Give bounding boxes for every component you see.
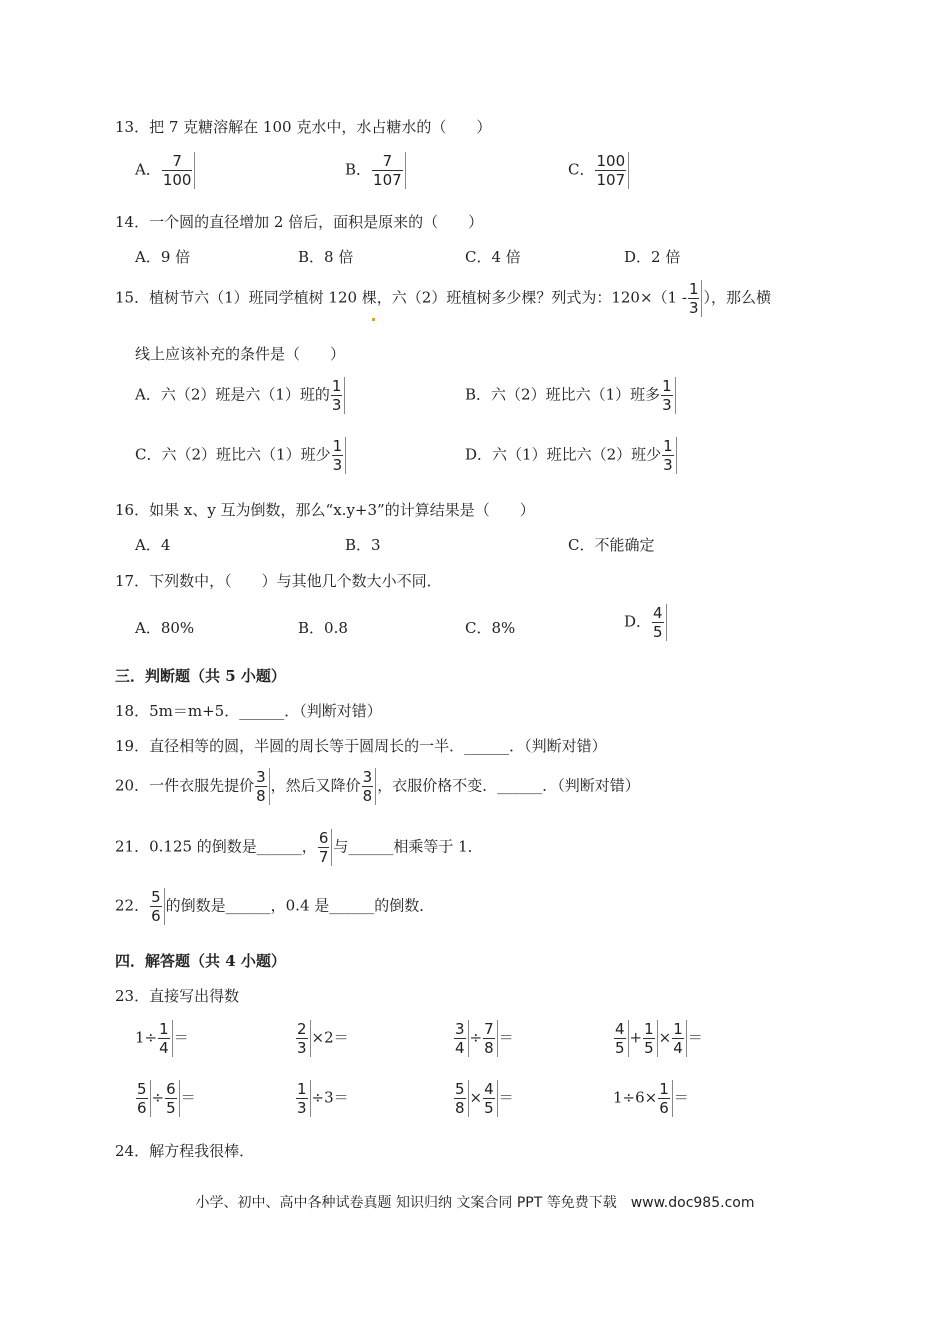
fraction: $\frac{4}{5}$ bbox=[614, 1020, 629, 1057]
fraction: $\frac{6}{5}$ bbox=[165, 1080, 180, 1117]
calc-r1c3: $\frac{3}{4}$ ÷ $\frac{7}{8}$ ＝ bbox=[455, 1020, 514, 1057]
question-19: 19．直径相等的圆，半圆的周长等于圆周长的一半．______．（判断对错） bbox=[115, 737, 607, 755]
fraction: $\frac{4}{5}$ bbox=[483, 1080, 498, 1117]
calc-r2c2: $\frac{1}{3}$ ÷3＝ bbox=[297, 1080, 349, 1117]
question-17-option-d: D． $\frac{4}{5}$ bbox=[624, 604, 668, 641]
fraction: $\frac{1}{4}$ bbox=[672, 1020, 687, 1057]
fraction: $\frac{1}{3}$ bbox=[331, 377, 346, 414]
question-14-option-b: B．8 倍 bbox=[298, 248, 354, 266]
question-24-stem: 24．解方程我很棒． bbox=[115, 1142, 255, 1160]
fraction: $\frac{4}{5}$ bbox=[652, 604, 667, 641]
question-13-option-a bbox=[135, 152, 196, 189]
fraction: $\frac{1}{6}$ bbox=[658, 1080, 673, 1117]
fraction: $\frac{3}{4}$ bbox=[454, 1020, 469, 1057]
question-17-stem: 17．下列数中，（ ）与其他几个数大小不同． bbox=[115, 572, 442, 590]
question-16-option-b: B．3 bbox=[345, 536, 381, 554]
fraction: $\frac{7}{100}$ bbox=[162, 152, 196, 189]
fraction: $\frac{7}{107}$ bbox=[372, 152, 406, 189]
question-13-option-b bbox=[345, 152, 407, 189]
section-4-heading: 四．解答题（共 4 小题） bbox=[115, 952, 286, 970]
calc-r1c2: $\frac{2}{3}$ ×2＝ bbox=[297, 1020, 349, 1057]
calc-r1c4: $\frac{4}{5}$ + $\frac{1}{5}$ × $\frac{1}{4}$ ＝ bbox=[615, 1020, 703, 1057]
option-label: B． bbox=[345, 160, 372, 179]
fraction: $\frac{7}{8}$ bbox=[483, 1020, 498, 1057]
fraction: $\frac{5}{6}$ bbox=[136, 1080, 151, 1117]
fraction: $\frac{3}{8}$ bbox=[255, 768, 270, 805]
question-22: 22． $\frac{5}{6}$ 的倒数是______，0.4 是______的倒数． bbox=[115, 888, 435, 925]
question-14-option-c: C．4 倍 bbox=[465, 248, 521, 266]
fraction: $\frac{5}{8}$ bbox=[454, 1080, 469, 1117]
question-21: 21．0.125 的倒数是______， $\frac{6}{7}$ 与______相乘等于 1． bbox=[115, 829, 483, 866]
fraction: $\frac{1}{4}$ bbox=[158, 1020, 173, 1057]
question-15-option-a: A．六（2）班是六（1）班的 $\frac{1}{3}$ bbox=[135, 377, 346, 414]
question-14-stem: 14．一个圆的直径增加 2 倍后，面积是原来的（ ） bbox=[115, 213, 484, 231]
option-label: C． bbox=[568, 160, 595, 179]
question-13-option-c bbox=[568, 152, 630, 189]
question-14-option-d: D．2 倍 bbox=[624, 248, 681, 266]
question-13-stem: 13．把 7 克糖溶解在 100 克水中，水占糖水的（ ） bbox=[115, 118, 492, 136]
question-15-stem: 15．植树节六（1）班同学植树 120 棵，六（2）班植树多少棵？列式为：120×（1 - $\frac{1}{3}$ ），那么横 bbox=[115, 280, 771, 317]
fraction: $\frac{1}{3}$ bbox=[662, 437, 677, 474]
calc-r2c3: $\frac{5}{8}$ × $\frac{4}{5}$ ＝ bbox=[455, 1080, 514, 1117]
question-17-option-c: C．8% bbox=[465, 619, 516, 637]
question-15-option-d: D．六（1）班比六（2）班少 $\frac{1}{3}$ bbox=[465, 437, 678, 474]
section-3-heading: 三．判断题（共 5 小题） bbox=[115, 667, 286, 685]
calc-r2c1: $\frac{5}{6}$ ÷ $\frac{6}{5}$ ＝ bbox=[137, 1080, 196, 1117]
question-14-option-a: A．9 倍 bbox=[135, 248, 191, 266]
question-23-stem: 23．直接写出得数 bbox=[115, 987, 240, 1005]
question-15-option-c: C．六（2）班比六（1）班少 $\frac{1}{3}$ bbox=[135, 437, 347, 474]
calc-r2c4: 1÷6× $\frac{1}{6}$ ＝ bbox=[613, 1080, 689, 1117]
question-16-option-a: A．4 bbox=[135, 536, 171, 554]
question-15-stem-line2: 线上应该补充的条件是（ ） bbox=[135, 345, 346, 363]
footer-text: 小学、初中、高中各种试卷真题 知识归纳 文案合同 PPT 等免费下载 www.doc985.com bbox=[195, 1195, 755, 1211]
fraction: $\frac{6}{7}$ bbox=[318, 829, 333, 866]
question-16-stem: 16．如果 x、y 互为倒数，那么“x.y+3”的计算结果是（ ） bbox=[115, 501, 535, 519]
stray-mark bbox=[372, 318, 375, 321]
fraction: $\frac{1}{5}$ bbox=[643, 1020, 658, 1057]
question-15-option-b: B．六（2）班比六（1）班多 $\frac{1}{3}$ bbox=[465, 377, 677, 414]
fraction: $\frac{1}{3}$ bbox=[661, 377, 676, 414]
calc-r1c1: 1÷ $\frac{1}{4}$ ＝ bbox=[135, 1020, 189, 1057]
question-18: 18．5m＝m+5．______．（判断对错） bbox=[115, 702, 382, 720]
question-17-option-b: B．0.8 bbox=[298, 619, 348, 637]
fraction: $\frac{1}{3}$ bbox=[332, 437, 347, 474]
question-20: 20．一件衣服先提价 $\frac{3}{8}$ ，然后又降价 $\frac{3}{8}$ ，衣服价格不变．______．（判断对错） bbox=[115, 768, 640, 805]
fraction: $\frac{1}{3}$ bbox=[296, 1080, 311, 1117]
question-17-option-a: A．80% bbox=[135, 619, 195, 637]
fraction: $\frac{5}{6}$ bbox=[150, 888, 165, 925]
fraction: $\frac{1}{3}$ bbox=[688, 280, 703, 317]
fraction: $\frac{100}{107}$ bbox=[595, 152, 629, 189]
option-label: A． bbox=[135, 160, 161, 179]
fraction: $\frac{3}{8}$ bbox=[362, 768, 377, 805]
question-16-option-c: C．不能确定 bbox=[568, 536, 655, 554]
fraction: $\frac{2}{3}$ bbox=[296, 1020, 311, 1057]
